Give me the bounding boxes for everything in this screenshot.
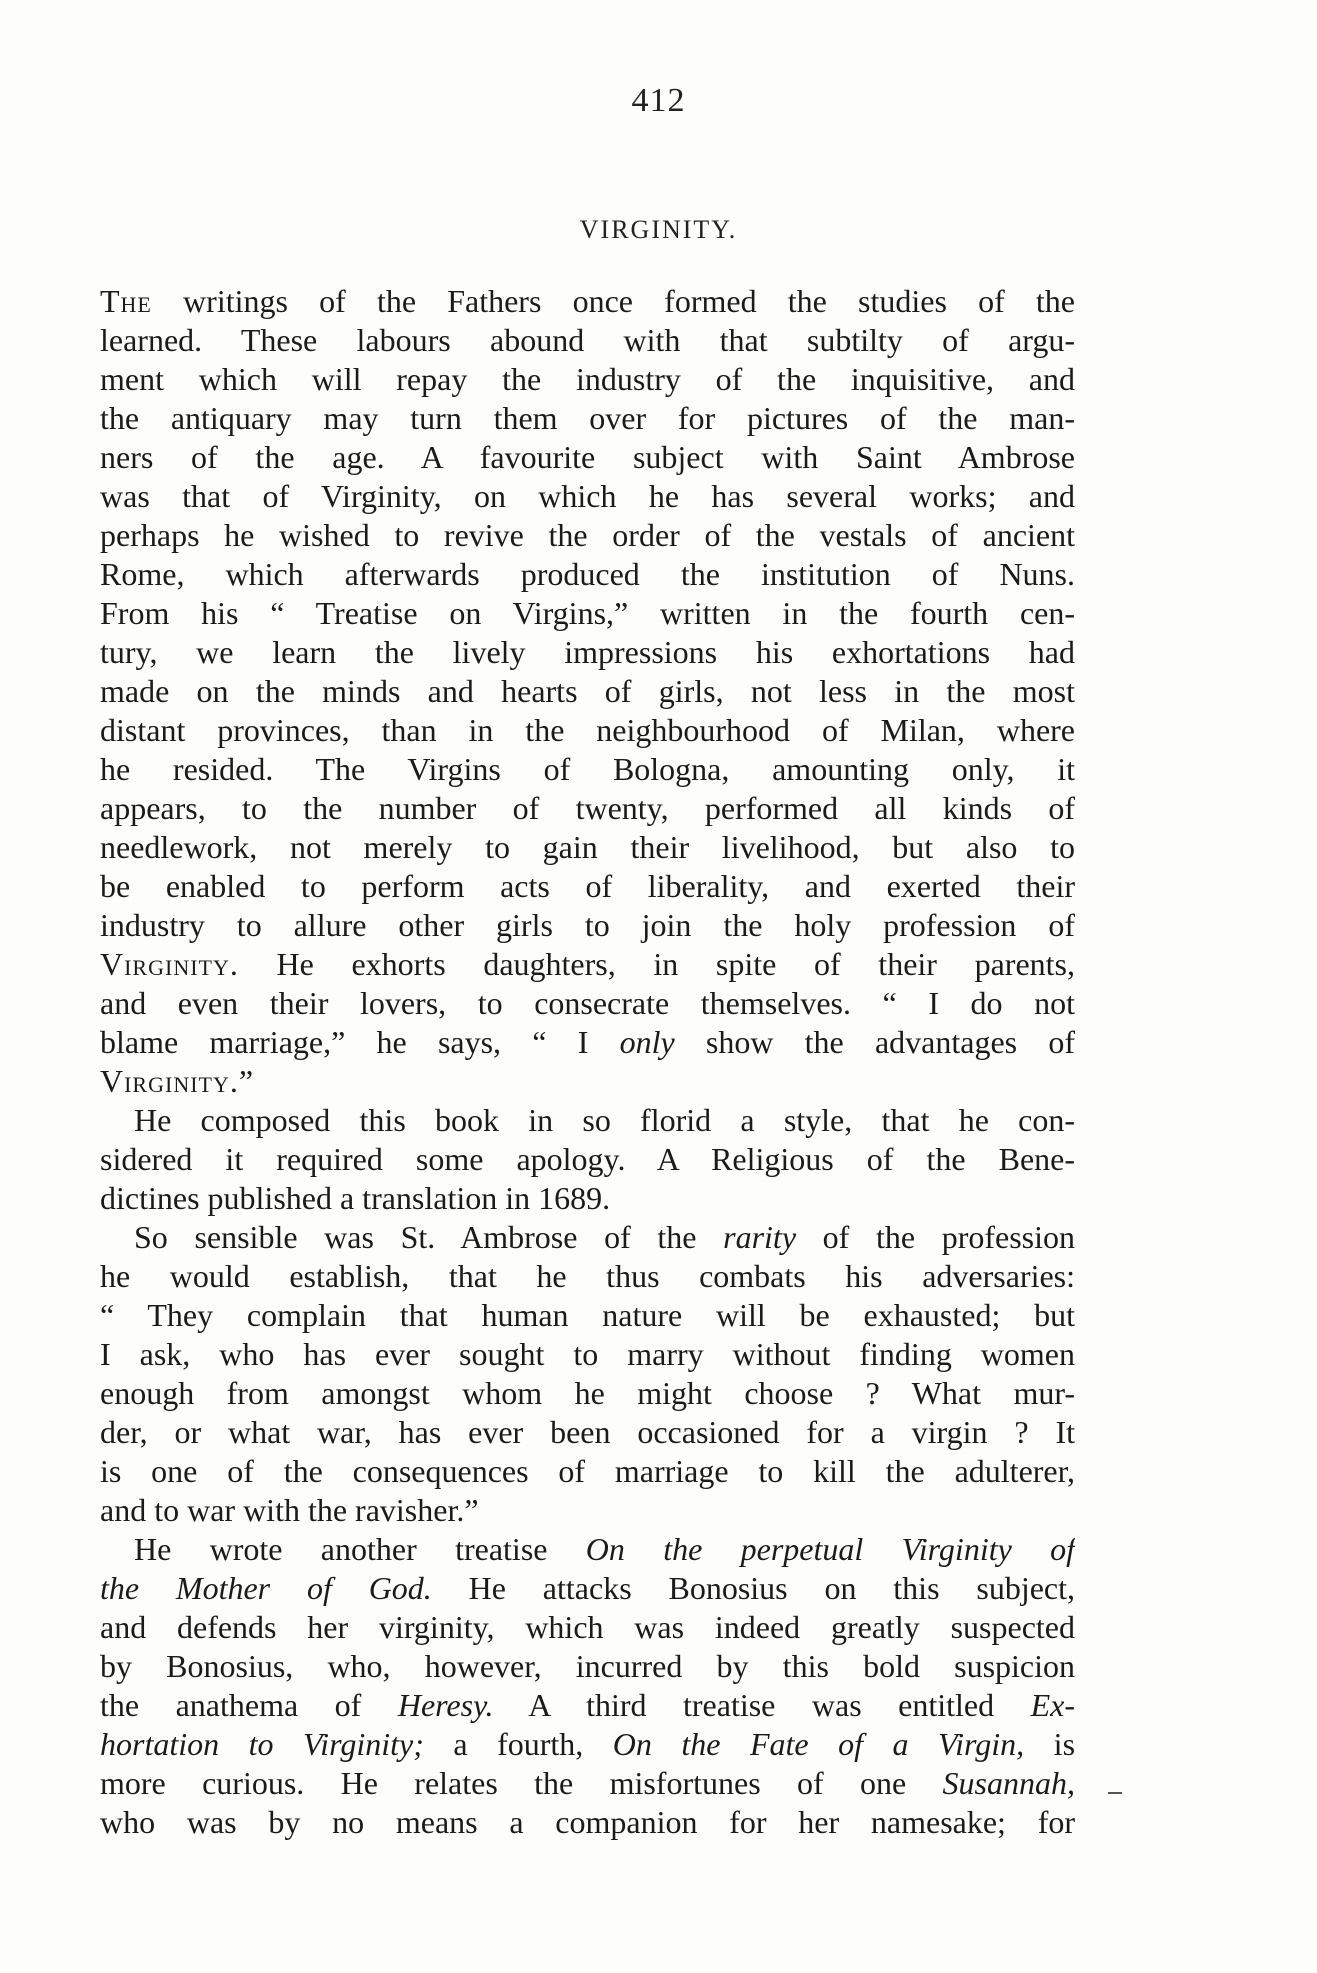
text-line: and even their lovers, to consecrate themselves. “ I do not [100,985,1075,1021]
text-line: enough from amongst whom he might choose ? What mur- [100,1375,1075,1411]
text-line: perhaps he wished to revive the order of the vestals of ancient [100,517,1075,553]
text-line: industry to allure other girls to join the holy profession of [100,907,1075,943]
text-line: dictines published a translation in 1689. [100,1180,611,1216]
page-number: 412 [631,82,686,119]
chapter-title: VIRGINITY. [579,215,738,244]
text-line: made on the minds and hearts of girls, not less in the most [100,673,1075,709]
text-line: I ask, who has ever sought to marry without finding women [100,1336,1075,1372]
body-text [100,282,1075,1842]
text-line: he resided. The Virgins of Bologna, amounting only, it [100,751,1075,787]
text-line: by Bonosius, who, however, incurred by this bold suspicion [100,1648,1075,1684]
text-line: tury, we learn the lively impressions his exhortations had [100,634,1075,670]
text-line: sidered it required some apology. A Religious of the Bene- [100,1141,1075,1177]
text-line: and defends her virginity, which was indeed greatly suspected [100,1609,1075,1645]
text-line: appears, to the number of twenty, performed all kinds of [100,790,1075,826]
text-line: learned. These labours abound with that subtilty of argu- [100,322,1075,358]
text-line: Virginity. He exhorts daughters, in spite of their parents, [100,946,1075,982]
text-line: was that of Virginity, on which he has several works; and [100,478,1075,514]
text-line: der, or what war, has ever been occasioned for a virgin ? It [100,1414,1075,1450]
text-line: hortation to Virginity; a fourth, On the Fate of a Virgin, is [100,1726,1075,1762]
margin-mark [1108,1792,1122,1794]
text-line: more curious. He relates the misfortunes of one Susannah, [100,1765,1075,1801]
text-line: distant provinces, than in the neighbourhood of Milan, where [100,712,1075,748]
text-line: needlework, not merely to gain their livelihood, but also to [100,829,1075,865]
text-line: He composed this book in so florid a style, that he con- [134,1102,1075,1138]
text-line: The writings of the Fathers once formed the studies of the [100,283,1075,319]
text-line: Virginity.” [100,1063,254,1099]
text-line: the anathema of Heresy. A third treatise was entitled Ex- [100,1687,1075,1723]
text-line: He wrote another treatise On the perpetual Virginity of [134,1531,1075,1567]
text-line: who was by no means a companion for her namesake; for [100,1804,1075,1840]
text-line: he would establish, that he thus combats his adversaries: [100,1258,1075,1294]
text-line: ners of the age. A favourite subject with Saint Ambrose [100,439,1075,475]
text-line: ment which will repay the industry of the inquisitive, and [100,361,1075,397]
text-line: the antiquary may turn them over for pictures of the man- [100,400,1075,436]
text-line: So sensible was St. Ambrose of the rarity of the profession [134,1219,1075,1255]
text-line: Rome, which afterwards produced the institution of Nuns. [100,556,1075,592]
text-line: is one of the consequences of marriage to kill the adulterer, [100,1453,1075,1489]
text-line: From his “ Treatise on Virgins,” written in the fourth cen- [100,595,1075,631]
text-line: the Mother of God. He attacks Bonosius on this subject, [100,1570,1075,1606]
text-line: and to war with the ravisher.” [100,1492,479,1528]
text-line: be enabled to perform acts of liberality, and exerted their [100,868,1075,904]
text-line: blame marriage,” he says, “ I only show the advantages of [100,1024,1075,1060]
text-line: “ They complain that human nature will be exhausted; but [100,1297,1075,1333]
